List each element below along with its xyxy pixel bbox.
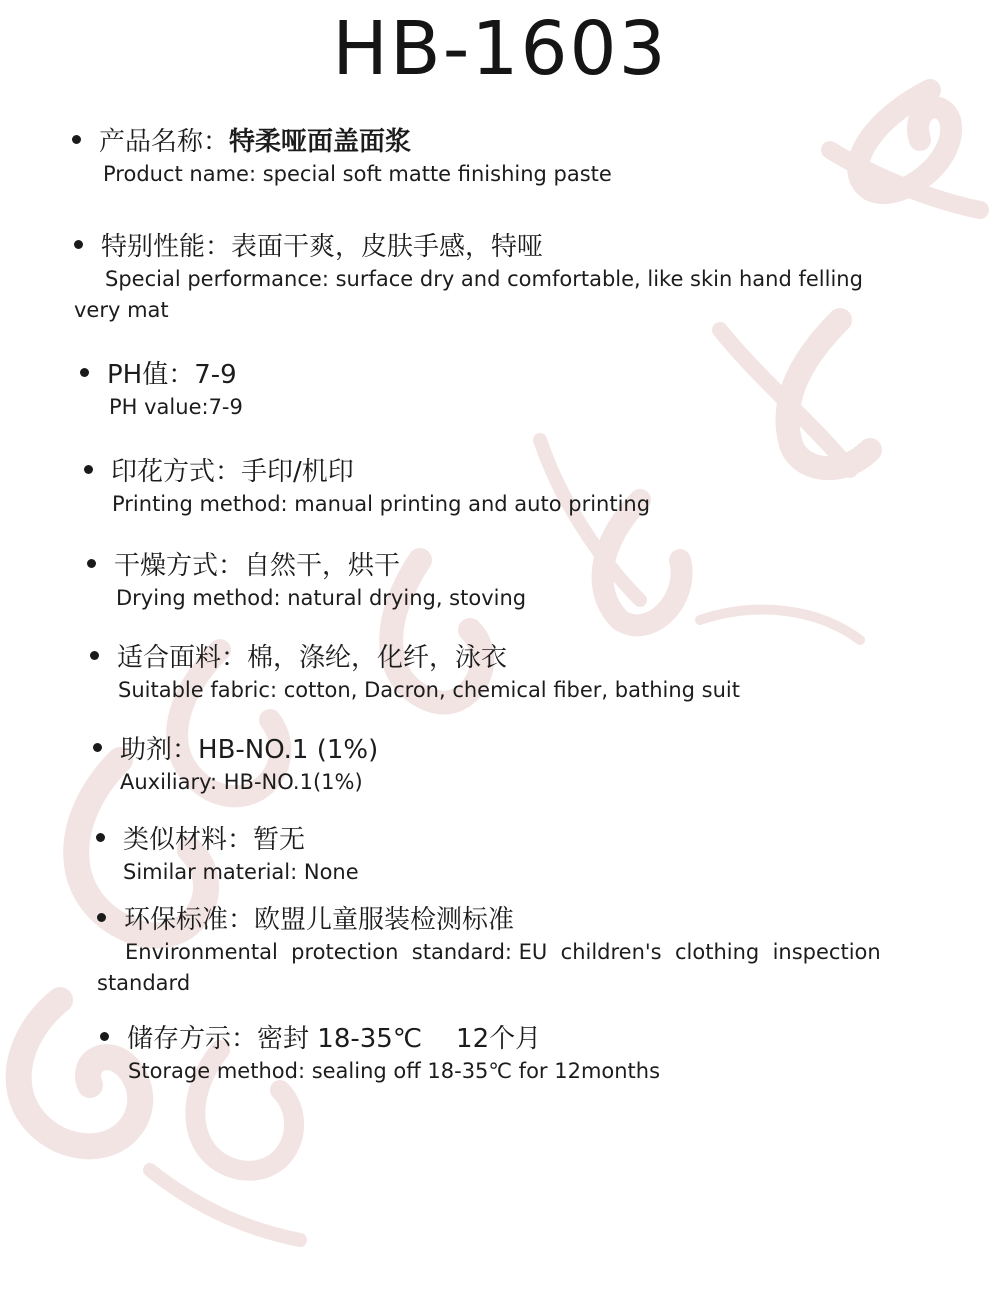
bullet-icon: [84, 465, 93, 474]
list-item-special-performance: [74, 230, 974, 326]
item-english: Auxiliary: HB-NO.1(1%): [120, 770, 363, 794]
bullet-icon: [72, 135, 81, 144]
item-english-line1: Environmental protection standard: EU children's clothing inspection: [125, 940, 881, 964]
list-item-drying-method: [87, 549, 967, 614]
item-value: 特柔哑面盖面浆: [229, 127, 412, 157]
item-value: 欧盟儿童服装检测标准: [254, 905, 515, 935]
item-value: 密封 18-35℃: [257, 1024, 423, 1054]
bullet-icon: [80, 368, 89, 377]
item-value-duration: 12个月: [456, 1024, 542, 1054]
list-item-ph-value: [80, 358, 960, 423]
item-english: PH value:7-9: [109, 395, 243, 419]
item-english: Storage method: sealing off 18-35℃ for 12months: [128, 1059, 661, 1083]
item-value: HB-NO.1 (1%): [198, 735, 379, 765]
item-label: 印花方式：: [111, 457, 242, 487]
list-item-storage-method: [100, 1022, 980, 1087]
item-english: Similar material: None: [123, 860, 359, 884]
item-label: 特别性能：: [101, 232, 232, 262]
item-english-line2: very mat: [74, 298, 169, 322]
item-value: 棉，涤纶，化纤，泳衣: [247, 643, 508, 673]
list-item-environmental-standard: [97, 903, 977, 999]
bullet-icon: [93, 743, 102, 752]
product-code-title: HB-1603: [332, 6, 668, 92]
item-english: Drying method: natural drying, stoving: [116, 586, 527, 610]
item-label: 助剂：: [120, 735, 199, 765]
list-item-similar-material: [96, 823, 976, 888]
list-item-auxiliary: [93, 733, 973, 798]
list-item-printing-method: [84, 455, 964, 520]
list-item-product-name: [72, 125, 952, 190]
item-english: Product name: special soft matte finishing paste: [103, 162, 612, 186]
item-english: Suitable fabric: cotton, Dacron, chemical fiber, bathing suit: [118, 678, 740, 702]
item-value: 自然干，烘干: [244, 551, 401, 581]
list-item-suitable-fabric: [90, 641, 970, 706]
bullet-icon: [100, 1032, 109, 1041]
item-english: Printing method: manual printing and auto printing: [112, 492, 651, 516]
item-label: 类似材料：: [123, 825, 254, 855]
item-label: PH值：: [107, 360, 195, 390]
bullet-icon: [96, 833, 105, 842]
item-label: 环保标准：: [124, 905, 255, 935]
bullet-icon: [87, 559, 96, 568]
item-value: 手印/机印: [241, 457, 354, 487]
bullet-icon: [97, 913, 106, 922]
item-english-line1: Special performance: surface dry and comfortable, like skin hand felling: [105, 267, 863, 291]
item-label: 产品名称：: [99, 127, 230, 157]
item-english-line2: standard: [97, 971, 191, 995]
bullet-icon: [90, 651, 99, 660]
item-value: 表面干爽，皮肤手感，特哑: [231, 232, 544, 262]
item-label: 储存方示：: [127, 1024, 258, 1054]
item-value: 7-9: [194, 360, 237, 390]
item-label: 干燥方式：: [114, 551, 245, 581]
item-label: 适合面料：: [117, 643, 248, 673]
bullet-icon: [74, 240, 83, 249]
item-value: 暂无: [253, 825, 306, 855]
